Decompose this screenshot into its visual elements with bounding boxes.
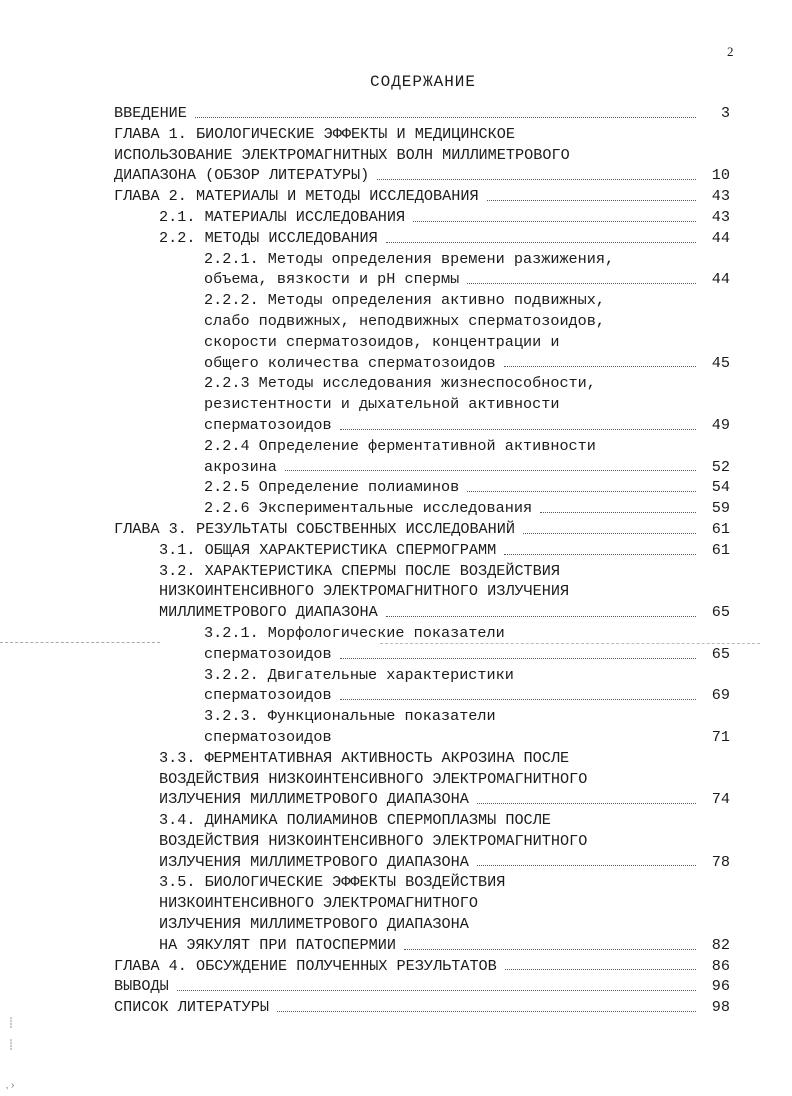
toc-entry-text: скорости сперматозоидов, концентрации и bbox=[204, 332, 560, 351]
toc-entry-text: объема, вязкости и рН спермы bbox=[204, 270, 460, 289]
toc-entry-page: 96 bbox=[711, 977, 730, 996]
scan-artifact-line bbox=[0, 642, 160, 643]
dot-leader bbox=[477, 865, 696, 866]
toc-entry-page: 45 bbox=[711, 353, 730, 372]
toc-entry bbox=[114, 373, 730, 394]
toc-entry bbox=[114, 956, 730, 977]
toc-entry bbox=[114, 290, 730, 311]
toc-entry bbox=[114, 249, 730, 270]
table-of-contents bbox=[114, 103, 730, 1018]
toc-entry bbox=[114, 269, 730, 290]
toc-entry-page: 74 bbox=[711, 790, 730, 809]
dot-leader bbox=[386, 242, 696, 243]
toc-entry-page: 44 bbox=[711, 270, 730, 289]
toc-entry bbox=[114, 332, 730, 353]
toc-entry-text: сперматозоидов bbox=[204, 415, 332, 434]
toc-entry-page: 54 bbox=[711, 478, 730, 497]
toc-entry bbox=[114, 581, 730, 602]
toc-entry-text: резистентности и дыхательной активности bbox=[204, 395, 560, 414]
toc-entry-text: ДИАПАЗОНА (ОБЗОР ЛИТЕРАТУРЫ) bbox=[114, 166, 370, 185]
dot-leader bbox=[477, 803, 696, 804]
dot-leader bbox=[285, 470, 696, 471]
toc-entry-page: 86 bbox=[711, 956, 730, 975]
toc-entry bbox=[114, 394, 730, 415]
toc-entry bbox=[114, 561, 730, 582]
toc-entry-text: ВЫВОДЫ bbox=[114, 977, 169, 996]
toc-entry bbox=[114, 769, 730, 790]
toc-entry-page: 49 bbox=[711, 415, 730, 434]
toc-entry bbox=[114, 228, 730, 249]
toc-entry-page: 59 bbox=[711, 499, 730, 518]
toc-entry bbox=[114, 186, 730, 207]
scan-artifact-mark: ┊ bbox=[8, 1018, 15, 1029]
toc-entry bbox=[114, 519, 730, 540]
toc-entry-text: 3.1. ОБЩАЯ ХАРАКТЕРИСТИКА СПЕРМОГРАММ bbox=[159, 540, 497, 559]
toc-entry-text: 3.2.1. Морфологические показатели bbox=[204, 623, 505, 642]
toc-entry-page: 65 bbox=[711, 644, 730, 663]
dot-leader bbox=[467, 491, 696, 492]
toc-entry-text: 3.2.3. Функциональные показатели bbox=[204, 707, 496, 726]
toc-entry-text: сперматозоидов bbox=[204, 727, 332, 746]
dot-leader bbox=[504, 554, 696, 555]
dot-leader bbox=[340, 429, 696, 430]
toc-entry-page: 10 bbox=[711, 166, 730, 185]
dot-leader bbox=[540, 512, 696, 513]
toc-entry-page: 78 bbox=[711, 852, 730, 871]
dot-leader bbox=[377, 179, 696, 180]
toc-entry-text: сперматозоидов bbox=[204, 644, 332, 663]
toc-entry-text: 3.3. ФЕРМЕНТАТИВНАЯ АКТИВНОСТЬ АКРОЗИНА ПОСЛЕ bbox=[159, 748, 570, 767]
toc-entry bbox=[114, 165, 730, 186]
toc-entry-text: 3.2. ХАРАКТЕРИСТИКА СПЕРМЫ ПОСЛЕ ВОЗДЕЙСТВИЯ bbox=[159, 561, 561, 580]
toc-entry bbox=[114, 436, 730, 457]
toc-entry bbox=[114, 540, 730, 561]
toc-entry bbox=[114, 727, 730, 748]
toc-entry-text: НИЗКОИНТЕНСИВНОГО ЭЛЕКТРОМАГНИТНОГО ИЗЛУЧЕНИЯ bbox=[159, 582, 570, 601]
dot-leader bbox=[523, 533, 696, 534]
toc-entry bbox=[114, 644, 730, 665]
toc-entry-text: 2.1. МАТЕРИАЛЫ ИССЛЕДОВАНИЯ bbox=[159, 207, 406, 226]
toc-entry-text: 3.2.2. Двигательные характеристики bbox=[204, 665, 514, 684]
toc-entry bbox=[114, 997, 730, 1018]
dot-leader bbox=[340, 658, 696, 659]
toc-entry bbox=[114, 789, 730, 810]
toc-entry-text: НИЗКОИНТЕНСИВНОГО ЭЛЕКТРОМАГНИТНОГО bbox=[159, 894, 478, 913]
toc-entry-text: сперматозоидов bbox=[204, 686, 332, 705]
toc-entry-text: ИЗЛУЧЕНИЯ МИЛЛИМЕТРОВОГО ДИАПАЗОНА bbox=[159, 790, 469, 809]
dot-leader bbox=[386, 616, 696, 617]
toc-entry-text: ИСПОЛЬЗОВАНИЕ ЭЛЕКТРОМАГНИТНЫХ ВОЛН МИЛЛИМЕТРОВОГО bbox=[114, 145, 570, 164]
toc-entry bbox=[114, 415, 730, 436]
toc-entry-text: 3.5. БИОЛОГИЧЕСКИЕ ЭФФЕКТЫ ВОЗДЕЙСТВИЯ bbox=[159, 873, 506, 892]
toc-entry-text: 2.2.3 Методы исследования жизнеспособности, bbox=[204, 374, 596, 393]
toc-entry-text: НА ЭЯКУЛЯТ ПРИ ПАТОСПЕРМИИ bbox=[159, 935, 396, 954]
toc-entry-text: 2.2.4 Определение ферментативной активности bbox=[204, 436, 596, 455]
toc-entry-page: 43 bbox=[711, 207, 730, 226]
toc-entry bbox=[114, 124, 730, 145]
scan-artifact-line bbox=[380, 643, 760, 644]
toc-entry bbox=[114, 852, 730, 873]
toc-entry bbox=[114, 145, 730, 166]
toc-entry-text: акрозина bbox=[204, 457, 277, 476]
toc-entry bbox=[114, 935, 730, 956]
dot-leader bbox=[505, 969, 696, 970]
toc-entry bbox=[114, 685, 730, 706]
toc-entry-page: 3 bbox=[720, 104, 730, 122]
dot-leader bbox=[404, 949, 696, 950]
toc-entry bbox=[114, 623, 730, 644]
toc-entry-text: ИЗЛУЧЕНИЯ МИЛЛИМЕТРОВОГО ДИАПАЗОНА bbox=[159, 915, 469, 934]
toc-entry bbox=[114, 602, 730, 623]
toc-entry bbox=[114, 665, 730, 686]
scan-artifact-mark: ‚ › bbox=[6, 1080, 15, 1091]
scan-artifact-mark: ┊ bbox=[8, 1040, 15, 1051]
toc-entry-text: слабо подвижных, неподвижных сперматозоидов, bbox=[204, 311, 606, 330]
toc-entry bbox=[114, 311, 730, 332]
toc-entry-text: 2.2.5 Определение полиаминов bbox=[204, 478, 460, 497]
toc-entry-page: 52 bbox=[711, 457, 730, 476]
toc-entry-text: ГЛАВА 4. ОБСУЖДЕНИЕ ПОЛУЧЕННЫХ РЕЗУЛЬТАТОВ bbox=[114, 956, 497, 975]
toc-entry-page: 65 bbox=[711, 603, 730, 622]
toc-entry-text: ГЛАВА 2. МАТЕРИАЛЫ И МЕТОДЫ ИССЛЕДОВАНИЯ bbox=[114, 187, 479, 206]
dot-leader bbox=[177, 990, 696, 991]
toc-entry bbox=[114, 893, 730, 914]
toc-entry bbox=[114, 914, 730, 935]
toc-entry-page: 98 bbox=[711, 998, 730, 1017]
dot-leader bbox=[467, 283, 696, 284]
toc-entry bbox=[114, 353, 730, 374]
toc-entry-page: 61 bbox=[711, 540, 730, 559]
toc-title: СОДЕРЖАНИЕ bbox=[369, 73, 476, 91]
toc-entry bbox=[114, 810, 730, 831]
toc-entry bbox=[114, 748, 730, 769]
dot-leader bbox=[277, 1011, 696, 1012]
dot-leader bbox=[413, 221, 696, 222]
toc-entry bbox=[114, 103, 730, 124]
toc-entry-page: 44 bbox=[711, 228, 730, 247]
page-number: 2 bbox=[727, 44, 734, 59]
toc-entry bbox=[114, 477, 730, 498]
toc-entry-text: ГЛАВА 3. РЕЗУЛЬТАТЫ СОБСТВЕННЫХ ИССЛЕДОВАНИЙ bbox=[114, 519, 516, 538]
toc-entry bbox=[114, 457, 730, 478]
toc-entry-text: общего количества сперматозоидов bbox=[204, 353, 496, 372]
toc-entry-text: 2.2. МЕТОДЫ ИССЛЕДОВАНИЯ bbox=[159, 228, 378, 247]
toc-entry-text: ВОЗДЕЙСТВИЯ НИЗКОИНТЕНСИВНОГО ЭЛЕКТРОМАГНИТНОГО bbox=[159, 769, 588, 788]
toc-entry bbox=[114, 498, 730, 519]
toc-entry-page: 69 bbox=[711, 686, 730, 705]
toc-entry-page: 61 bbox=[711, 519, 730, 538]
toc-entry-page: 71 bbox=[711, 727, 730, 746]
toc-entry bbox=[114, 706, 730, 727]
toc-entry-text: ИЗЛУЧЕНИЯ МИЛЛИМЕТРОВОГО ДИАПАЗОНА bbox=[159, 852, 469, 871]
dot-leader bbox=[487, 200, 696, 201]
dot-leader bbox=[340, 699, 696, 700]
toc-entry-page: 82 bbox=[711, 935, 730, 954]
toc-entry-text: ВОЗДЕЙСТВИЯ НИЗКОИНТЕНСИВНОГО ЭЛЕКТРОМАГНИТНОГО bbox=[159, 831, 588, 850]
toc-entry bbox=[114, 976, 730, 997]
toc-entry-text: МИЛЛИМЕТРОВОГО ДИАПАЗОНА bbox=[159, 603, 378, 622]
toc-entry-text: ВВЕДЕНИЕ bbox=[114, 104, 187, 122]
toc-entry-text: 2.2.6 Экспериментальные исследования bbox=[204, 499, 533, 518]
toc-entry-text: 3.4. ДИНАМИКА ПОЛИАМИНОВ СПЕРМОПЛАЗМЫ ПОСЛЕ bbox=[159, 811, 551, 830]
toc-entry-text: 2.2.1. Методы определения времени разжижения, bbox=[204, 249, 615, 268]
toc-entry bbox=[114, 831, 730, 852]
toc-entry bbox=[114, 207, 730, 228]
dot-leader bbox=[195, 117, 696, 118]
toc-entry bbox=[114, 872, 730, 893]
toc-entry-page: 43 bbox=[711, 187, 730, 206]
toc-entry-text: СПИСОК ЛИТЕРАТУРЫ bbox=[114, 998, 269, 1017]
dot-leader bbox=[504, 366, 696, 367]
toc-entry-text: ГЛАВА 1. БИОЛОГИЧЕСКИЕ ЭФФЕКТЫ И МЕДИЦИНСКОЕ bbox=[114, 124, 516, 143]
toc-entry-text: 2.2.2. Методы определения активно подвижных, bbox=[204, 291, 606, 310]
